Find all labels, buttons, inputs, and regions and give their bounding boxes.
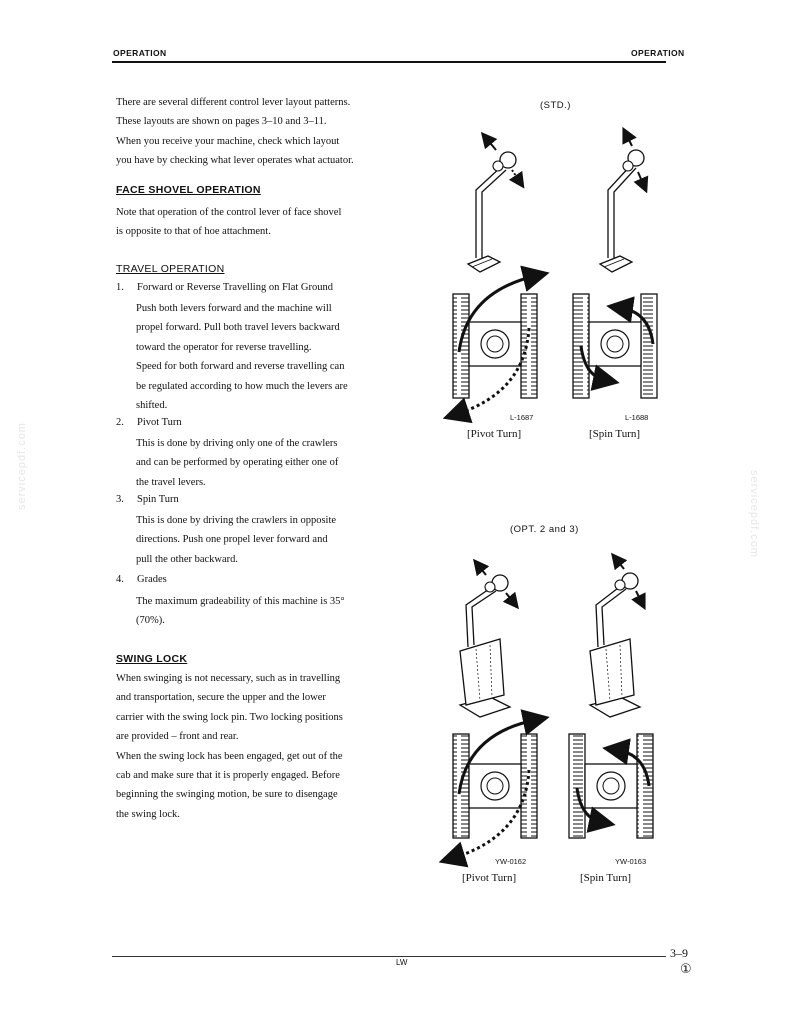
text-line: Note that operation of the control lever of face shovel	[116, 207, 342, 218]
left-pedal-lever-icon	[460, 565, 514, 717]
std-right-caption: [Spin Turn]	[589, 428, 641, 440]
list-item-body	[136, 434, 390, 492]
text-line: you have by checking what lever operates what actuator.	[116, 155, 354, 167]
spin-turn-crawler-icon	[569, 734, 653, 838]
text-line: are provided – front and rear.	[116, 731, 239, 743]
face-shovel-heading: FACE SHOVEL OPERATION	[116, 184, 261, 196]
std-figure-title: (STD.)	[540, 100, 571, 111]
text-line: pull the other backward.	[136, 553, 239, 565]
list-number: 2.	[116, 417, 124, 428]
pivot-turn-crawler-icon	[453, 276, 537, 414]
std-crawler-illustration	[445, 272, 675, 422]
text-line: cab and make sure that it is properly engaged. Before	[116, 770, 340, 782]
face-shovel-paragraph	[116, 203, 392, 242]
text-line: directions. Push one propel lever forward and	[136, 534, 328, 546]
pivot-turn-crawler-icon	[453, 720, 537, 858]
text-line: When swinging is not necessary, such as in travelling	[116, 673, 341, 684]
header-right: OPERATION	[631, 48, 685, 58]
right-pedal-lever-icon	[590, 559, 642, 717]
swing-lock-heading: SWING LOCK	[116, 653, 188, 665]
page-number: 3–9	[670, 946, 688, 960]
list-number: 4.	[116, 574, 124, 585]
text-line: Push both levers forward and the machine will	[136, 303, 332, 314]
list-item-body	[136, 299, 390, 415]
footer-model-code: LW	[396, 958, 408, 967]
text-line: The maximum gradeability of this machine is 35°	[136, 596, 345, 607]
watermark-right: servicepdf.com	[748, 470, 760, 558]
swing-lock-paragraph	[116, 669, 392, 824]
opt-left-caption: [Pivot Turn]	[462, 872, 517, 884]
list-item-body	[136, 511, 390, 569]
text-line: toward the operator for reverse travelling.	[136, 341, 312, 353]
footer-rule	[112, 956, 666, 957]
header-rule	[112, 61, 666, 63]
text-line: the travel levers.	[136, 476, 206, 488]
opt-figure-title: (OPT. 2 and 3)	[510, 524, 579, 535]
text-line: (70%).	[136, 615, 165, 627]
header-left: OPERATION	[113, 48, 167, 58]
text-line: the swing lock.	[116, 808, 180, 820]
list-item-title: Pivot Turn	[137, 417, 182, 428]
text-line: This is done by driving the crawlers in opposite	[136, 515, 337, 526]
text-line: Speed for both forward and reverse travelling can	[136, 361, 345, 373]
revision-mark: ①	[680, 962, 692, 977]
text-line: and can be performed by operating either one of	[136, 457, 339, 469]
text-line: These layouts are shown on pages 3–10 and 3–11.	[116, 116, 327, 128]
list-item-body	[136, 592, 390, 631]
text-line: be regulated according to how much the levers are	[136, 380, 348, 392]
opt-right-figure-code: YW-0163	[615, 857, 647, 866]
list-item-title: Grades	[137, 574, 167, 585]
text-line: carrier with the swing lock pin. Two locking positions	[116, 711, 343, 723]
text-line: shifted.	[136, 400, 168, 412]
text-line: When you receive your machine, check which layout	[116, 135, 340, 147]
text-line: beginning the swinging motion, be sure to disengage	[116, 789, 338, 801]
list-number: 3.	[116, 494, 124, 505]
text-line: and transportation, secure the upper and the lower	[116, 692, 326, 704]
opt-crawler-illustration	[445, 718, 675, 868]
opt-left-figure-code: YW-0162	[495, 857, 527, 866]
spin-turn-crawler-icon	[573, 294, 657, 398]
text-line: This is done by driving only one of the crawlers	[136, 438, 338, 449]
text-line: is opposite to that of hoe attachment.	[116, 226, 271, 238]
text-line: When the swing lock has been engaged, get out of the	[116, 750, 343, 762]
std-left-caption: [Pivot Turn]	[467, 428, 522, 440]
right-lever-icon	[600, 134, 644, 272]
left-lever-icon	[468, 138, 520, 272]
std-left-figure-code: L-1687	[510, 413, 534, 422]
text-line: propel forward. Pull both travel levers backward	[136, 322, 340, 334]
opt-lever-illustration	[440, 555, 680, 725]
watermark-left: servicepdf.com	[16, 422, 28, 510]
list-number: 1.	[116, 282, 124, 293]
opt-right-caption: [Spin Turn]	[580, 872, 632, 884]
list-item-title: Forward or Reverse Travelling on Flat Ground	[137, 282, 333, 293]
travel-heading: TRAVEL OPERATION	[116, 263, 225, 275]
intro-paragraph	[116, 93, 392, 171]
std-right-figure-code: L-1688	[625, 413, 649, 422]
list-item-title: Spin Turn	[137, 494, 179, 505]
text-line: There are several different control lever layout patterns.	[116, 97, 351, 108]
std-lever-illustration	[450, 130, 680, 290]
